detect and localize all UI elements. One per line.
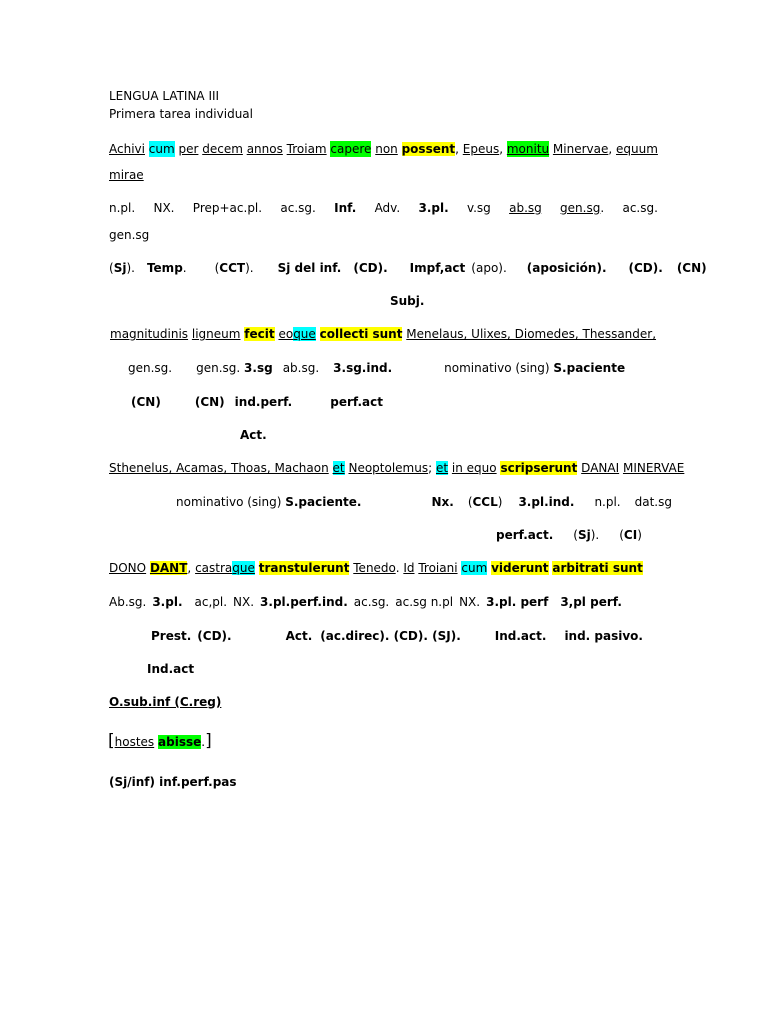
sentence-2-functions-cont: Act. <box>240 428 267 442</box>
morph: ac.sg. <box>280 201 316 215</box>
course-title: LENGUA LATINA III <box>109 89 220 103</box>
morph: ab.sg <box>509 201 542 215</box>
sentence-1-morphology-cont: gen.sg <box>109 228 150 242</box>
sentence-2-latin: magnitudinis ligneum fecit eoque collecti sunt Menelaus, Ulixes, Diomedes, Thessander, <box>110 327 657 341</box>
word: decem <box>202 142 243 156</box>
punct: , <box>499 142 504 156</box>
sentence-4-functions: Prest. (CD). Act. (ac.direc). (CD). (SJ). Ind.act. ind. pasivo. <box>151 629 643 643</box>
word: Troiam <box>286 142 327 156</box>
morph: Prep+ac.pl. <box>192 201 263 215</box>
word: per <box>178 142 199 156</box>
morph: gen.sg <box>560 201 601 215</box>
word-highlight: cum <box>148 142 175 156</box>
word-highlight: possent <box>401 142 456 156</box>
sentence-1-functions: (Sj). Temp. (CCT). Sj del inf. (CD). Impf,act (apo). (aposición). (CD). (CN) <box>109 261 707 275</box>
word-highlight: monitu <box>506 142 550 156</box>
morph: v.sg <box>466 201 491 215</box>
sentence-2-morphology: gen.sg. gen.sg. 3.sg ab.sg. 3.sg.ind. nominativo (sing) S.paciente <box>128 361 626 375</box>
sentence-2-functions: (CN) (CN) ind.perf. perf.act <box>131 395 383 409</box>
sentence-1-latin <box>109 141 658 157</box>
sentence-3-functions: perf.act. (Sj). (CI) <box>496 528 642 542</box>
morph: n.pl. <box>109 201 136 215</box>
word: annos <box>246 142 283 156</box>
sentence-4-latin: DONO DANT, castraque transtulerunt Tenedo. Id Troiani cum viderunt arbitrati sunt <box>109 561 643 575</box>
morph: Adv. <box>374 201 401 215</box>
morph: NX. <box>153 201 175 215</box>
clause-analysis: (Sj/inf) inf.perf.pas <box>109 775 237 789</box>
punct: , <box>608 142 613 156</box>
word: Achivi <box>109 142 145 156</box>
morph: Inf. <box>334 201 357 215</box>
bracketed-clause: [hostes abisse.] <box>108 731 212 751</box>
punct: . <box>600 201 605 215</box>
word: non <box>375 142 398 156</box>
word-highlight: capere <box>330 142 372 156</box>
subordinate-label: O.sub.inf (C.reg) <box>109 695 222 709</box>
morph: 3.pl. <box>418 201 449 215</box>
sentence-1-latin-cont: mirae <box>109 168 144 182</box>
assignment-title: Primera tarea individual <box>109 107 253 121</box>
morph: ac.sg. <box>622 201 658 215</box>
sentence-1-functions-cont: Subj. <box>390 294 425 308</box>
word: Epeus <box>462 142 500 156</box>
word: Minervae <box>552 142 609 156</box>
sentence-3-latin: Sthenelus, Acamas, Thoas, Machaon et Neoptolemus; et in equo scripserunt DANAI MINERVAE <box>109 461 685 475</box>
sentence-4-morphology: Ab.sg. 3.pl. ac,pl. NX. 3.pl.perf.ind. ac.sg. ac.sg n.pl NX. 3.pl. perf 3,pl perf. <box>109 595 622 609</box>
sentence-4-functions-cont: Ind.act <box>147 662 195 676</box>
sentence-3-morphology: nominativo (sing) S.paciente. Nx. (CCL) 3.pl.ind. n.pl. dat.sg <box>176 495 672 509</box>
punct: , <box>455 142 459 156</box>
word: equum <box>616 142 658 156</box>
sentence-1-morphology <box>109 200 658 216</box>
